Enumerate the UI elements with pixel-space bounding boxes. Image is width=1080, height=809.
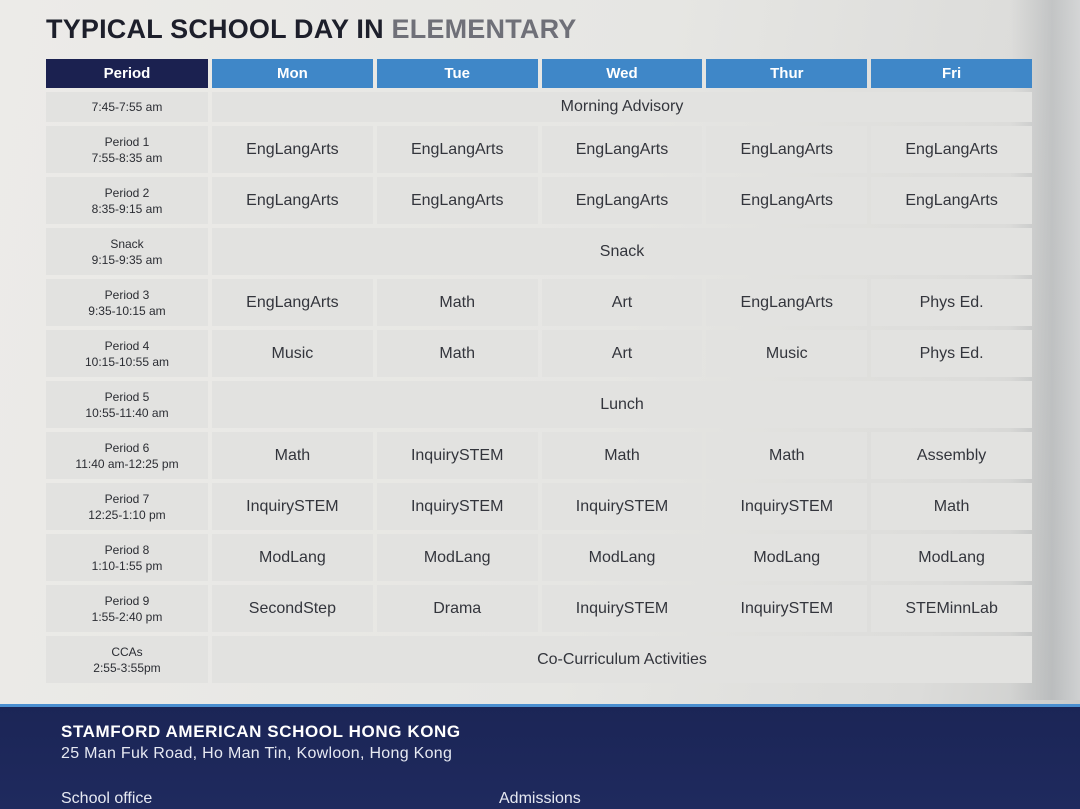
class-cell: ModLang bbox=[871, 534, 1032, 581]
class-cell: InquirySTEM bbox=[542, 483, 703, 530]
class-cell: InquirySTEM bbox=[706, 483, 867, 530]
period-name: Period 8 bbox=[104, 542, 150, 557]
period-cell bbox=[46, 228, 208, 275]
period-time: 9:35-10:15 am bbox=[88, 303, 166, 318]
header-wed: Wed bbox=[542, 59, 703, 88]
class-cell: EngLangArts bbox=[377, 126, 538, 173]
class-cell: ModLang bbox=[706, 534, 867, 581]
period-cell bbox=[46, 92, 208, 122]
period-time: 1:10-1:55 pm bbox=[91, 558, 163, 573]
period-time: 12:25-1:10 pm bbox=[88, 507, 166, 522]
period-time: 8:35-9:15 am bbox=[91, 201, 163, 216]
class-cell: Drama bbox=[377, 585, 538, 632]
schedule-table bbox=[42, 55, 1036, 687]
table-row bbox=[46, 483, 1032, 530]
class-cell: InquirySTEM bbox=[212, 483, 373, 530]
footer-divider bbox=[0, 704, 1080, 707]
class-cell: Phys Ed. bbox=[871, 279, 1032, 326]
class-cell: Assembly bbox=[871, 432, 1032, 479]
header-thur: Thur bbox=[706, 59, 867, 88]
class-cell: Math bbox=[542, 432, 703, 479]
period-cell bbox=[46, 381, 208, 428]
table-row bbox=[46, 330, 1032, 377]
period-name: Period 4 bbox=[104, 338, 150, 353]
class-cell: Art bbox=[542, 330, 703, 377]
period-name: Period 2 bbox=[104, 185, 150, 200]
table-row bbox=[46, 585, 1032, 632]
period-time: 7:55-8:35 am bbox=[91, 150, 163, 165]
period-cell bbox=[46, 177, 208, 224]
class-cell: EngLangArts bbox=[706, 177, 867, 224]
class-cell: EngLangArts bbox=[706, 279, 867, 326]
header-period: Period bbox=[46, 59, 208, 88]
period-time: 9:15-9:35 am bbox=[91, 252, 163, 267]
class-cell: Math bbox=[377, 330, 538, 377]
period-name: Period 3 bbox=[104, 287, 150, 302]
class-cell: ModLang bbox=[212, 534, 373, 581]
period-name: CCAs bbox=[111, 644, 143, 659]
class-cell: EngLangArts bbox=[212, 279, 373, 326]
period-cell bbox=[46, 534, 208, 581]
class-cell: Math bbox=[706, 432, 867, 479]
class-cell: EngLangArts bbox=[542, 126, 703, 173]
class-cell: InquirySTEM bbox=[377, 483, 538, 530]
table-row bbox=[46, 177, 1032, 224]
span-cell: Snack bbox=[212, 228, 1032, 275]
class-cell: InquirySTEM bbox=[706, 585, 867, 632]
period-cell bbox=[46, 432, 208, 479]
period-name: Period 1 bbox=[104, 134, 150, 149]
period-cell bbox=[46, 483, 208, 530]
period-cell bbox=[46, 126, 208, 173]
period-cell bbox=[46, 636, 208, 683]
class-cell: InquirySTEM bbox=[542, 585, 703, 632]
period-cell bbox=[46, 585, 208, 632]
header-row bbox=[46, 59, 1032, 88]
class-cell: EngLangArts bbox=[212, 126, 373, 173]
header-fri: Fri bbox=[871, 59, 1032, 88]
school-office-label: School office bbox=[61, 790, 153, 807]
class-cell: EngLangArts bbox=[871, 177, 1032, 224]
span-cell: Lunch bbox=[212, 381, 1032, 428]
table-row bbox=[46, 636, 1032, 683]
span-cell: Morning Advisory bbox=[212, 92, 1032, 122]
period-cell bbox=[46, 279, 208, 326]
class-cell: SecondStep bbox=[212, 585, 373, 632]
table-row bbox=[46, 92, 1032, 122]
table-row bbox=[46, 126, 1032, 173]
class-cell: Art bbox=[542, 279, 703, 326]
header-mon: Mon bbox=[212, 59, 373, 88]
period-time: 11:40 am-12:25 pm bbox=[75, 456, 179, 471]
period-name: Period 5 bbox=[104, 389, 150, 404]
title-main: TYPICAL SCHOOL DAY IN bbox=[46, 14, 384, 44]
period-name: Period 9 bbox=[104, 593, 150, 608]
page-title bbox=[46, 14, 577, 45]
period-time: 1:55-2:40 pm bbox=[91, 609, 163, 624]
class-cell: EngLangArts bbox=[212, 177, 373, 224]
table-row bbox=[46, 534, 1032, 581]
period-time: 2:55-3:55pm bbox=[93, 660, 161, 675]
header-tue: Tue bbox=[377, 59, 538, 88]
title-accent: ELEMENTARY bbox=[391, 14, 577, 44]
period-time: 7:45-7:55 am bbox=[91, 100, 163, 114]
class-cell: Math bbox=[212, 432, 373, 479]
class-cell: EngLangArts bbox=[377, 177, 538, 224]
period-name: Snack bbox=[110, 236, 144, 251]
footer-band bbox=[0, 704, 1080, 809]
period-time: 10:55-11:40 am bbox=[85, 405, 169, 420]
class-cell: Music bbox=[706, 330, 867, 377]
table-row bbox=[46, 279, 1032, 326]
table-row bbox=[46, 228, 1032, 275]
class-cell: Music bbox=[212, 330, 373, 377]
class-cell: STEMinnLab bbox=[871, 585, 1032, 632]
class-cell: EngLangArts bbox=[871, 126, 1032, 173]
table-row bbox=[46, 432, 1032, 479]
table-row bbox=[46, 381, 1032, 428]
school-name: STAMFORD AMERICAN SCHOOL HONG KONG bbox=[61, 722, 461, 741]
class-cell: ModLang bbox=[542, 534, 703, 581]
class-cell: EngLangArts bbox=[706, 126, 867, 173]
class-cell: EngLangArts bbox=[542, 177, 703, 224]
period-time: 10:15-10:55 am bbox=[84, 354, 170, 369]
admissions-label: Admissions bbox=[499, 790, 581, 807]
span-cell: Co-Curriculum Activities bbox=[212, 636, 1032, 683]
period-name: Period 7 bbox=[104, 491, 150, 506]
class-cell: Math bbox=[377, 279, 538, 326]
class-cell: Math bbox=[871, 483, 1032, 530]
school-address: 25 Man Fuk Road, Ho Man Tin, Kowloon, Hong Kong bbox=[61, 745, 453, 762]
class-cell: Phys Ed. bbox=[871, 330, 1032, 377]
class-cell: InquirySTEM bbox=[377, 432, 538, 479]
period-cell bbox=[46, 330, 208, 377]
class-cell: ModLang bbox=[377, 534, 538, 581]
period-name: Period 6 bbox=[104, 440, 150, 455]
